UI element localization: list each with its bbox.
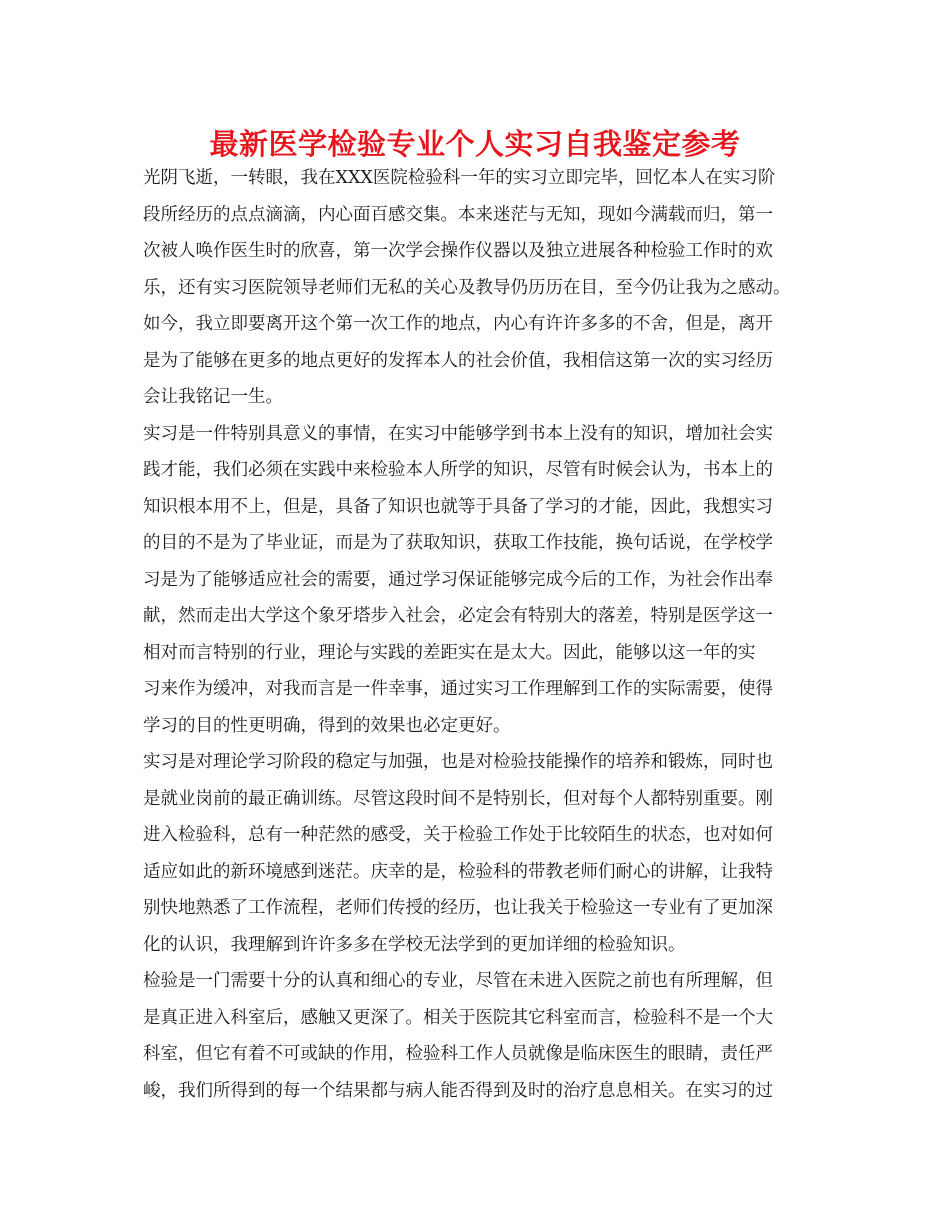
text-line: 如今，我立即要离开这个第一次工作的地点，内心有许许多多的不舍，但是，离开 — [143, 314, 773, 334]
text-line: 相对而言特别的行业，理论与实践的差距实在是太大。因此，能够以这一年的实 — [143, 642, 756, 663]
text-line: 别快地熟悉了工作流程，老师们传授的经历，也让我关于检验这一专业有了更加深 — [143, 898, 773, 918]
text-line: 段所经历的点点滴滴，内心面百感交集。本来迷茫与无知，现如今满载而归，第一 — [143, 204, 773, 225]
text-line: 习来作为缓冲，对我而言是一件幸事，通过实习工作理解到工作的实际需要，使得 — [143, 679, 773, 699]
text-line: 学习的目的性更明确，得到的效果也必定更好。 — [143, 715, 511, 736]
text-line: 习是为了能够适应社会的需要，通过学习保证能够完成今后的工作，为社会作出奉 — [143, 569, 773, 590]
text-line: 知识根本用不上，但是，具备了知识也就等于具备了学习的才能，因此，我想实习 — [143, 496, 773, 517]
text-line: 是为了能够在更多的地点更好的发挥本人的社会价值，我相信这第一次的实习经历 — [143, 350, 773, 371]
document-body — [143, 160, 823, 1109]
text-line: 实习是对理论学习阶段的稳定与加强，也是对检验技能操作的培养和锻炼，同时也 — [143, 752, 773, 772]
text-line: 光阴飞逝，一转眼，我在XXX医院检验科一年的实习立即完毕，回忆本人在实习阶 — [143, 168, 776, 188]
text-line: 进入检验科，总有一种茫然的感受，关于检验工作处于比较陌生的状态，也对如何 — [143, 825, 773, 845]
text-line: 是真正进入科室后，感触又更深了。相关于医院其它科室而言，检验科不是一个大 — [143, 1007, 773, 1028]
text-line: 乐，还有实习医院领导老师们无私的关心及教导仍历历在目，至今仍让我为之感动。 — [143, 277, 791, 298]
text-line: 会让我铭记一生。 — [143, 387, 283, 407]
text-line: 检验是一门需要十分的认真和细心的专业，尽管在未进入医院之前也有所理解，但 — [143, 971, 773, 991]
document-title: 最新医学检验专业个人实习自我鉴定参考 — [209, 127, 741, 161]
text-line: 献，然而走出大学这个象牙塔步入社会，必定会有特别大的落差，特别是医学这一 — [143, 606, 773, 626]
text-line: 峻，我们所得到的每一个结果都与病人能否得到及时的治疗息息相关。在实习的过 — [143, 1080, 773, 1101]
text-line: 化的认识，我理解到许许多多在学校无法学到的更加详细的检验知识。 — [143, 934, 686, 955]
text-line: 的目的不是为了毕业证，而是为了获取知识，获取工作技能，换句话说，在学校学 — [143, 533, 773, 553]
text-line: 科室，但它有着不可或缺的作用，检验科工作人员就像是临床医生的眼睛，责任严 — [143, 1044, 773, 1064]
text-line: 次被人唤作医生时的欣喜，第一次学会操作仪器以及独立进展各种检验工作时的欢 — [143, 241, 773, 261]
text-line: 践才能，我们必须在实践中来检验本人所学的知识，尽管有时候会认为，书本上的 — [143, 460, 773, 480]
text-line: 适应如此的新环境感到迷茫。庆幸的是，检验科的带教老师们耐心的讲解，让我特 — [143, 861, 773, 882]
text-line: 实习是一件特别具意义的事情，在实习中能够学到书本上没有的知识，增加社会实 — [143, 423, 773, 444]
text-line: 是就业岗前的最正确训练。尽管这段时间不是特别长，但对每个人都特别重要。刚 — [143, 788, 773, 809]
